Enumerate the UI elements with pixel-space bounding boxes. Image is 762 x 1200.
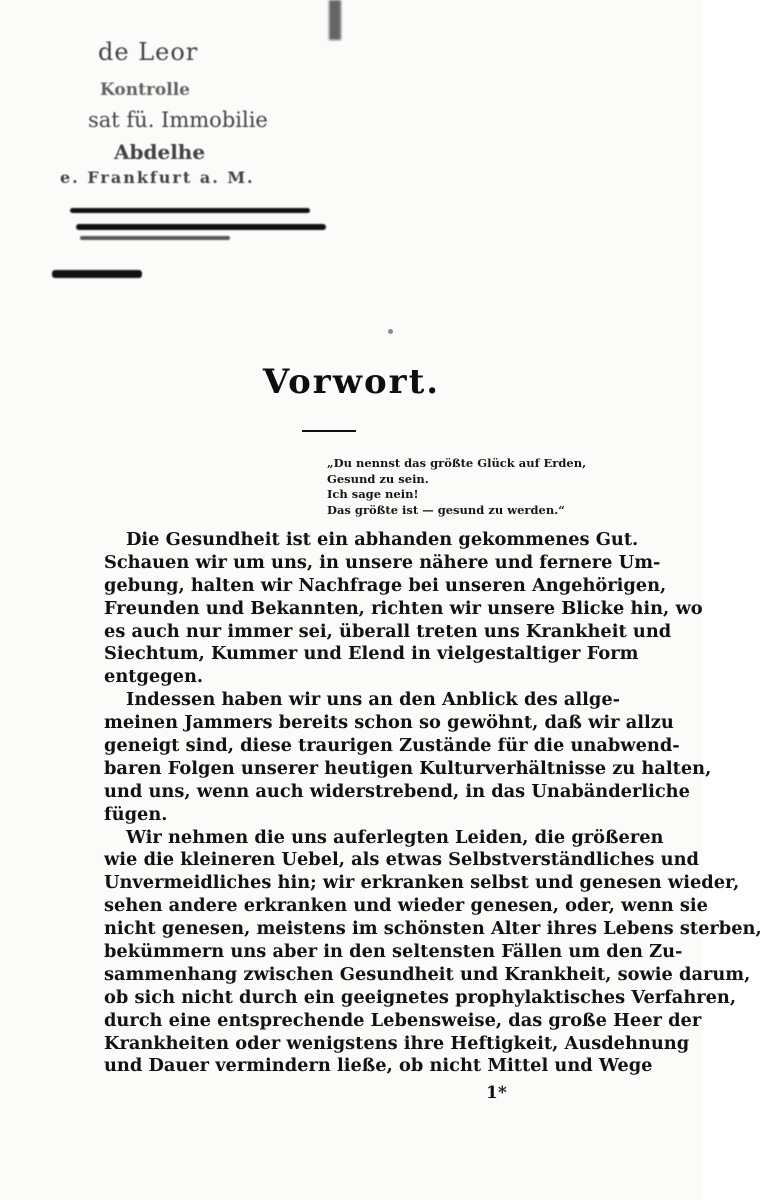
text-line: Indessen haben wir uns an den Anblick des allge- [126, 689, 621, 711]
text-line: meinen Jammers bereits schon so gewöhnt, daß wir allzu [104, 712, 674, 734]
text-line: fügen. [104, 803, 168, 825]
text-line: sammenhang zwischen Gesundheit und Krankheit, sowie darum, [104, 963, 751, 985]
body-text [104, 529, 762, 1078]
text-line: Schauen wir um uns, in unsere nähere und fernere Um- [104, 551, 661, 573]
stamp-rule-4 [52, 270, 142, 278]
text-line: Die Gesundheit ist ein abhanden gekommenes Gut. [126, 529, 639, 550]
page-number: 1* [486, 1083, 507, 1103]
text-line: bekümmern uns aber in den seltensten Fällen um den Zu- [104, 941, 683, 963]
epigraph-line: Ich sage nein! [327, 487, 419, 501]
text-line: baren Folgen unserer heutigen Kulturverhältnisse zu halten, [104, 757, 712, 779]
text-line: es auch nur immer sei, überall treten uns Krankheit und [104, 620, 672, 642]
epigraph-line: „Du nennst das größte Glück auf Erden, [327, 456, 587, 470]
epigraph [327, 456, 617, 518]
stamp-line-4: Abdelhe [114, 140, 206, 164]
stamp-rule-2 [76, 224, 326, 230]
text-line: Siechtum, Kummer und Elend in vielgestaltiger Form [104, 643, 639, 665]
text-line: gebung, halten wir Nachfrage bei unseren Angehörigen, [104, 574, 667, 596]
paper-speck [388, 329, 393, 334]
text-line: Unvermeidliches hin; wir erkranken selbst und genesen wieder, [104, 872, 740, 894]
stamp-line-1: de Leor [98, 38, 199, 66]
stamp-line-3: sat fü. Immobilie [88, 108, 268, 132]
stamp-rule-3 [80, 236, 230, 240]
text-line: und Dauer vermindern ließe, ob nicht Mittel und Wege [104, 1055, 653, 1077]
stamp-line-5: e. Frankfurt a. M. [60, 168, 255, 187]
epigraph-line: Gesund zu sein. [327, 471, 429, 486]
text-line: sehen andere erkranken und wieder genesen, oder, wenn sie [104, 895, 708, 917]
text-line: wie die kleineren Uebel, als etwas Selbstverständliches und [104, 849, 699, 871]
text-line: Freunden und Bekannten, richten wir unsere Blicke hin, wo [104, 597, 703, 619]
text-line: und uns, wenn auch widerstrebend, in das Unabänderliche [104, 780, 690, 802]
epigraph-line: Das größte ist — gesund zu werden.“ [327, 502, 565, 517]
text-line: durch eine entsprechende Lebensweise, das große Heer der [104, 1009, 702, 1031]
stamp-line-2: Kontrolle [100, 80, 190, 100]
title-rule [302, 430, 356, 432]
stamp-rule-1 [70, 208, 310, 213]
text-line: entgegen. [104, 666, 204, 688]
text-line: ob sich nicht durch ein geeignetes prophylaktisches Verfahren, [104, 986, 737, 1008]
chapter-title: Vorwort. [262, 362, 441, 402]
text-line: geneigt sind, diese traurigen Zustände für die unabwend- [104, 735, 680, 757]
text-line: nicht genesen, meistens im schönsten Alter ihres Lebens sterben, [104, 918, 762, 940]
text-line: Wir nehmen die uns auferlegten Leiden, die größeren [126, 826, 664, 848]
library-stamp [40, 20, 350, 300]
text-line: Krankheiten oder wenigstens ihre Heftigkeit, Ausdehnung [104, 1032, 690, 1054]
